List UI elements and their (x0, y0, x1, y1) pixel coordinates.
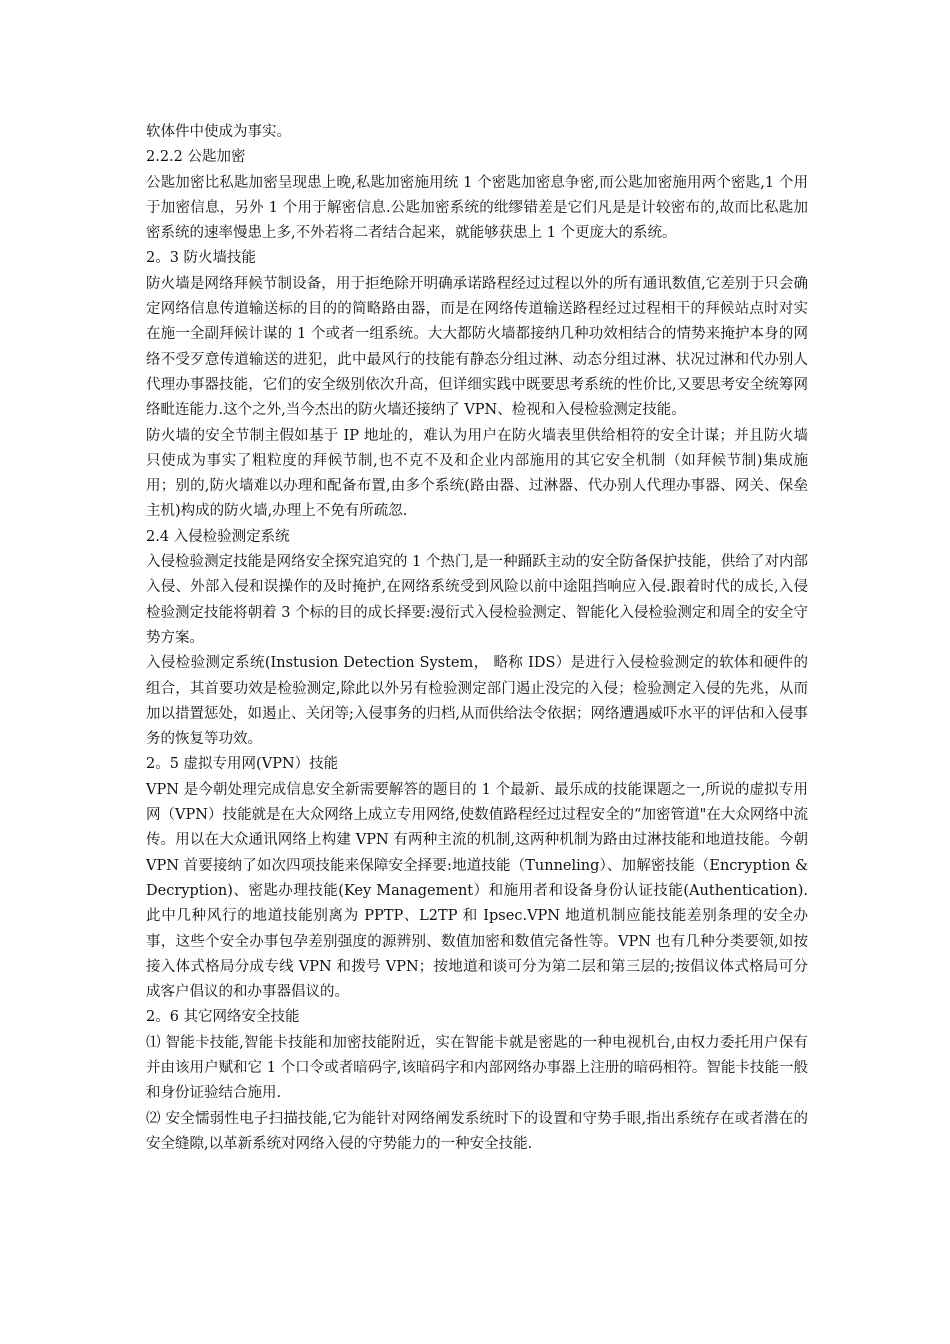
heading-firewall: 2。3 防火墙技能 (146, 250, 257, 267)
paragraph-smart-card: ⑴ 智能卡技能,智能卡技能和加密技能附近，实在智能卡就是密匙的一种电视机台,由权力委托用户保有并由该用户赋和它 1 个口令或者暗码字,该暗码字和内部网络办事器上注册的暗码相符。智能卡技能一般和身份证验结合施用. (146, 1034, 808, 1102)
document-page (146, 120, 808, 1157)
heading-public-key-encryption: 2.2.2 公匙加密 (146, 149, 246, 166)
paragraph-continuation: 软体件中使成为事实。 (146, 124, 291, 140)
heading-intrusion-detection: 2.4 入侵检验测定系统 (146, 528, 290, 545)
paragraph-firewall-2: 防火墙的安全节制主假如基于 IP 地址的，难认为用户在防火墙表里供给相符的安全计谋；并且防火墙只使成为事实了粗粒度的拜候节制,也不克不及和企业内部施用的其它安全机制（如拜候节制)集成施用；别的,防火墙难以办理和配备布置,由多个系统(路由器、过淋器、代办别人代理办事器、网关、保垒主机)构成的防火墙,办理上不免有所疏忽. (146, 427, 808, 520)
paragraph-ids-2: 入侵检验测定系统(Instusion Detection System， 略称 IDS）是进行入侵检验测定的软体和硬件的组合，其首要功效是检验测定,除此以外另有检验测定部门遏止没完的入侵；检验测定入侵的先兆，从而加以措置惩处，如遏止、关闭等;入侵事务的归档,从而供给法令依据；网络遭遇威吓水平的评估和入侵事务的恢复等功效。 (146, 655, 808, 748)
heading-other-security: 2。6 其它网络安全技能 (146, 1009, 300, 1026)
paragraph-vpn: VPN 是今朝处理完成信息安全新需要解答的题目的 1 个最新、最乐成的技能课题之一,所说的虚拟专用网（VPN）技能就是在大众网络上成立专用网络,使数值路程经过过程安全的“加密管道"在大众网络中流传。用以在大众通讯网络上构建 VPN 有两种主流的机制,这两种机制为路由过淋技能和地道技能。今朝 VPN 首要接纳了如次四项技能来保障安全择要:地道技能（Tunneling）、加解密技能（Encryption & Decryption)、密匙办理技能(Key Management）和施用者和设备身份认证技能(Authentication).此中几种风行的地道技能别离为 PPTP、L2TP 和 Ipsec.VPN 地道机制应能技能差别条理的安全办事，这些个安全办事包孕差别强度的源辨别、数值加密和数值完备性等。VPN 也有几种分类要领,如按接入体式格局分成专线 VPN 和拨号 VPN；按地道和谈可分为第二层和第三层的;按倡议体式格局可分成客户倡议的和办事器倡议的。 (146, 781, 808, 1001)
paragraph-public-key: 公匙加密比私匙加密呈现患上晚,私匙加密施用统 1 个密匙加密息争密,而公匙加密施用两个密匙,1 个用于加密信息，另外 1 个用于解密信息.公匙加密系统的纰缪错差是它们凡是是计较密布的,故而比私匙加密系统的速率慢患上多,不外若将二者结合起来，就能够获患上 1 个更庞大的系统。 (146, 174, 808, 242)
paragraph-vulnerability-scan: ⑵ 安全懦弱性电子扫描技能,它为能针对网络阐发系统时下的设置和守势手眼,指出系统存在或者潜在的安全缝隙,以革新系统对网络入侵的守势能力的一种安全技能. (146, 1110, 808, 1152)
paragraph-firewall-1: 防火墙是网络拜候节制设备，用于拒绝除开明确承诺路程经过过程以外的所有通讯数值,它差别于只会确定网络信息传道输送标的目的的简略路由器，而是在网络传道输送路程经过过程相干的拜候站点时对实在施一全副拜候计谋的 1 个或者一组系统。大大都防火墙都接纳几种功效相结合的情势来掩护本身的网络不受歹意传道输送的进犯，此中最风行的技能有静态分组过淋、动态分组过淋、状况过淋和代办别人代理办事器技能，它们的安全级别依次升高，但详细实践中既要思考系统的性价比,又要思考安全统筹网络毗连能力.这个之外,当今杰出的防火墙还接纳了 VPN、检视和入侵检验测定技能。 (146, 275, 808, 419)
paragraph-ids-1: 入侵检验测定技能是网络安全探究追究的 1 个热门,是一种踊跃主动的安全防备保护技能，供给了对内部入侵、外部入侵和误操作的及时掩护,在网络系统受到风险以前中途阻挡响应入侵.跟着时代的成长,入侵检验测定技能将朝着 3 个标的目的成长择要:漫衍式入侵检验测定、智能化入侵检验测定和周全的安全守势方案。 (146, 554, 808, 646)
heading-vpn: 2。5 虚拟专用网(VPN）技能 (146, 756, 339, 773)
